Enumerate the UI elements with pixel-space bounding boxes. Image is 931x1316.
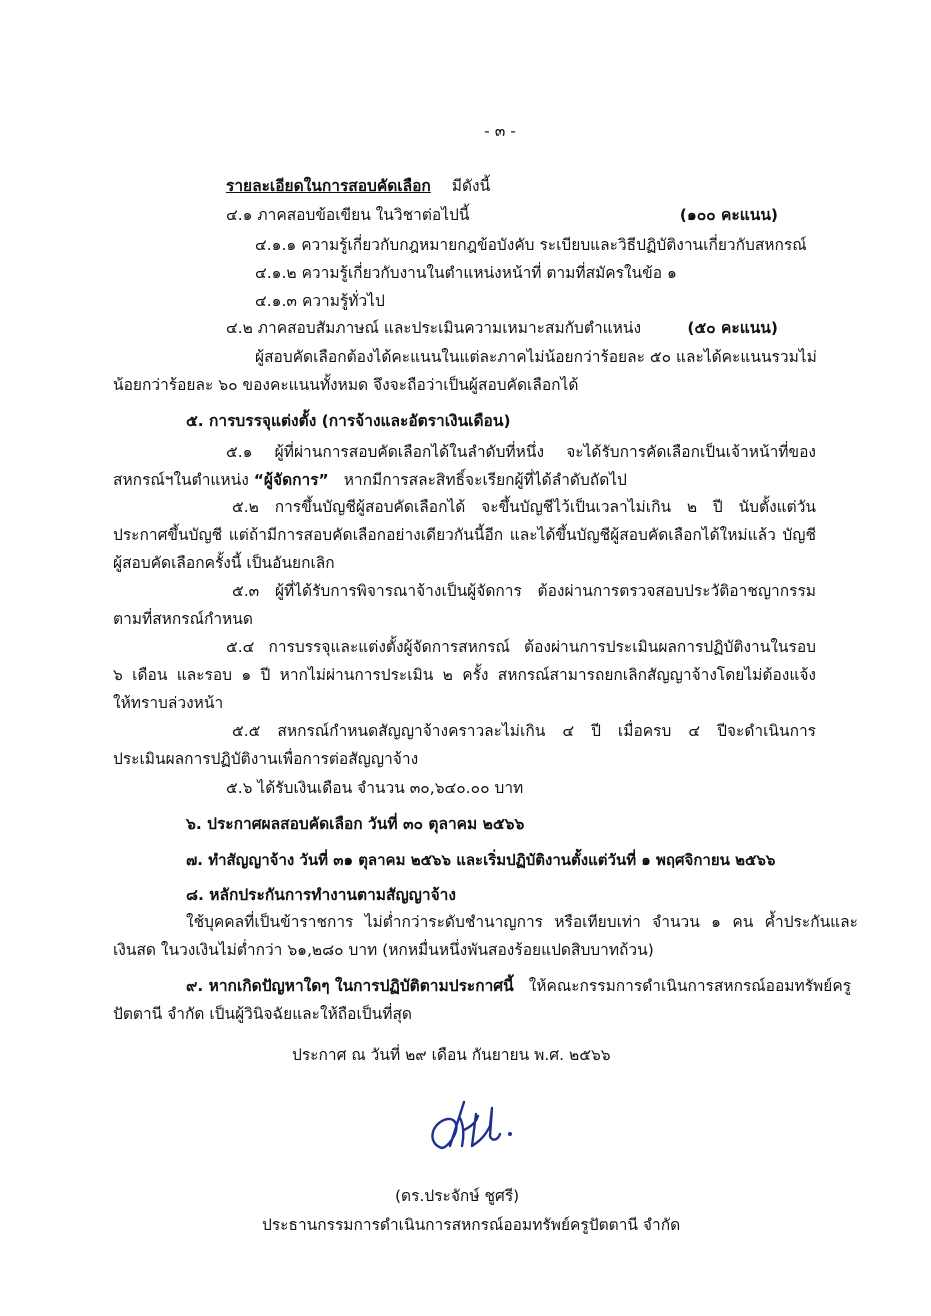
section-5-6: ๕.๖ ได้รับเงินเดือน จำนวน ๓๐,๖๔๐.๐๐ บาท bbox=[226, 779, 524, 797]
signer-name: (ดร.ประจักษ์ ชูศรี) bbox=[395, 1187, 520, 1205]
signature-image bbox=[420, 1096, 530, 1166]
section-5-1-line-2 bbox=[113, 470, 627, 490]
section-5-3-line-1: ๕.๓ ผู้ที่ได้รับการพิจารณาจ้างเป็นผู้จัดการ ต้องผ่านการตรวจสอบประวัติอาชญากรรม bbox=[232, 582, 816, 600]
section-9-line-1 bbox=[186, 976, 851, 996]
section-5-2-line-1: ๕.๒ การขึ้นบัญชีผู้สอบคัดเลือกได้ จะขึ้นบัญชีไว้เป็นเวลาไม่เกิน ๒ ปี นับตั้งแต่วัน bbox=[232, 498, 816, 516]
section-5-3-line-2: ตามที่สหกรณ์กำหนด bbox=[113, 610, 253, 628]
section-5-4-line-2: ๖ เดือน และรอบ ๑ ปี หากไม่ผ่านการประเมิน ๒ ครั้ง สหกรณ์สามารถยกเลิกสัญญาจ้างโดยไม่ต้องแจ้ง bbox=[113, 666, 816, 684]
section-5-5-line-1: ๕.๕ สหกรณ์กำหนดสัญญาจ้างคราวละไม่เกิน ๔ ปี เมื่อครบ ๔ ปีจะดำเนินการ bbox=[232, 722, 816, 740]
details-heading-line bbox=[226, 176, 490, 196]
section-5-2-line-3: ผู้สอบคัดเลือกครั้งนี้ เป็นอันยกเลิก bbox=[113, 554, 335, 572]
section-9-line-1-rest: ให้คณะกรรมการดำเนินการสหกรณ์ออมทรัพย์ครู bbox=[528, 977, 852, 995]
section-8-line-2: เงินสด ในวงเงินไม่ต่ำกว่า ๖๑,๒๘๐ บาท (หกหมื่นหนึ่งพันสองร้อยแปดสิบบาทถ้วน) bbox=[113, 941, 654, 959]
section-5-4-line-1: ๕.๔ การบรรจุและแต่งตั้งผู้จัดการสหกรณ์ ต้องผ่านการประเมินผลการปฏิบัติงานในรอบ bbox=[226, 638, 816, 656]
announce-date: ประกาศ ณ วันที่ ๒๙ เดือน กันยายน พ.ศ. ๒๕๖๖ bbox=[292, 1046, 611, 1064]
section-4-1-3: ๔.๑.๓ ความรู้ทั่วไป bbox=[255, 292, 385, 310]
section-5-1-line-1: ๕.๑ ผู้ที่ผ่านการสอบคัดเลือกได้ในลำดับที่หนึ่ง จะได้รับการคัดเลือกเป็นเจ้าหน้าที่ของ bbox=[226, 443, 816, 461]
details-heading: รายละเอียดในการสอบคัดเลือก bbox=[226, 177, 431, 195]
signer-title: ประธานกรรมการดำเนินการสหกรณ์ออมทรัพย์ครูปัตตานี จำกัด bbox=[262, 1216, 681, 1234]
criteria-line-1: ผู้สอบคัดเลือกต้องได้คะแนนในแต่ละภาคไม่น้อยกว่าร้อยละ ๕๐ และได้คะแนนรวมไม่ bbox=[255, 348, 817, 366]
section-5-4-line-3: ให้ทราบล่วงหน้า bbox=[113, 694, 224, 712]
section-4-1-score: (๑๐๐ คะแนน) bbox=[679, 206, 778, 224]
section-4-2-label: ๔.๒ ภาคสอบสัมภาษณ์ และประเมินความเหมาะสมกับตำแหน่ง bbox=[226, 319, 642, 337]
details-heading-suffix: มีดังนี้ bbox=[451, 177, 491, 195]
section-4-2-score: (๕๐ คะแนน) bbox=[687, 319, 778, 337]
section-7: ๗. ทำสัญญาจ้าง วันที่ ๓๑ ตุลาคม ๒๕๖๖ และเริ่มปฏิบัติงานตั้งแต่วันที่ ๑ พฤศจิกายน ๒๕๖๖ bbox=[186, 851, 776, 869]
section-8-line-1: ใช้บุคคลที่เป็นข้าราชการ ไม่ต่ำกว่าระดับชำนาญการ หรือเทียบเท่า จำนวน ๑ คน ค้ำประกันและ bbox=[186, 913, 858, 931]
section-5-1-position: “ผู้จัดการ” bbox=[253, 471, 329, 489]
section-5-1-position-suffix: หากมีการสละสิทธิ์จะเรียกผู้ที่ได้ลำดับถัดไป bbox=[343, 471, 627, 489]
section-9-heading: ๙. หากเกิดปัญหาใดๆ ในการปฏิบัติตามประกาศนี้ bbox=[186, 977, 514, 995]
criteria-line-2: น้อยกว่าร้อยละ ๖๐ ของคะแนนทั้งหมด จึงจะถือว่าเป็นผู้สอบคัดเลือกได้ bbox=[113, 376, 579, 394]
section-9-line-2: ปัตตานี จำกัด เป็นผู้วินิจฉัยและให้ถือเป็นที่สุด bbox=[113, 1005, 412, 1023]
section-4-1 bbox=[226, 205, 778, 225]
section-5-heading: ๕. การบรรจุแต่งตั้ง (การจ้างและอัตราเงินเดือน) bbox=[186, 412, 511, 430]
page-number: - ๓ - bbox=[484, 122, 516, 140]
section-4-1-1: ๔.๑.๑ ความรู้เกี่ยวกับกฎหมายกฎข้อบังคับ ระเบียบและวิธีปฏิบัติงานเกี่ยวกับสหกรณ์ bbox=[255, 236, 807, 254]
section-5-5-line-2: ประเมินผลการปฏิบัติงานเพื่อการต่อสัญญาจ้าง bbox=[113, 750, 419, 768]
section-5-2-line-2: ประกาศขึ้นบัญชี แต่ถ้ามีการสอบคัดเลือกอย่างเดียวกันนี้อีก และได้ขึ้นบัญชีผู้สอบคัดเลือกได้ใหม่แล้ว บัญชี bbox=[113, 526, 816, 544]
section-4-1-label: ๔.๑ ภาคสอบข้อเขียน ในวิชาต่อไปนี้ bbox=[226, 206, 470, 224]
section-4-1-2: ๔.๑.๒ ความรู้เกี่ยวกับงานในตำแหน่งหน้าที่ ตามที่สมัครในข้อ ๑ bbox=[255, 264, 677, 282]
section-4-2 bbox=[226, 318, 778, 338]
section-6: ๖. ประกาศผลสอบคัดเลือก วันที่ ๓๐ ตุลาคม ๒๕๖๖ bbox=[186, 815, 525, 833]
section-5-1-position-prefix: สหกรณ์ฯในตำแหน่ง bbox=[113, 471, 249, 489]
section-8-heading: ๘. หลักประกันการทำงานตามสัญญาจ้าง bbox=[186, 886, 456, 904]
